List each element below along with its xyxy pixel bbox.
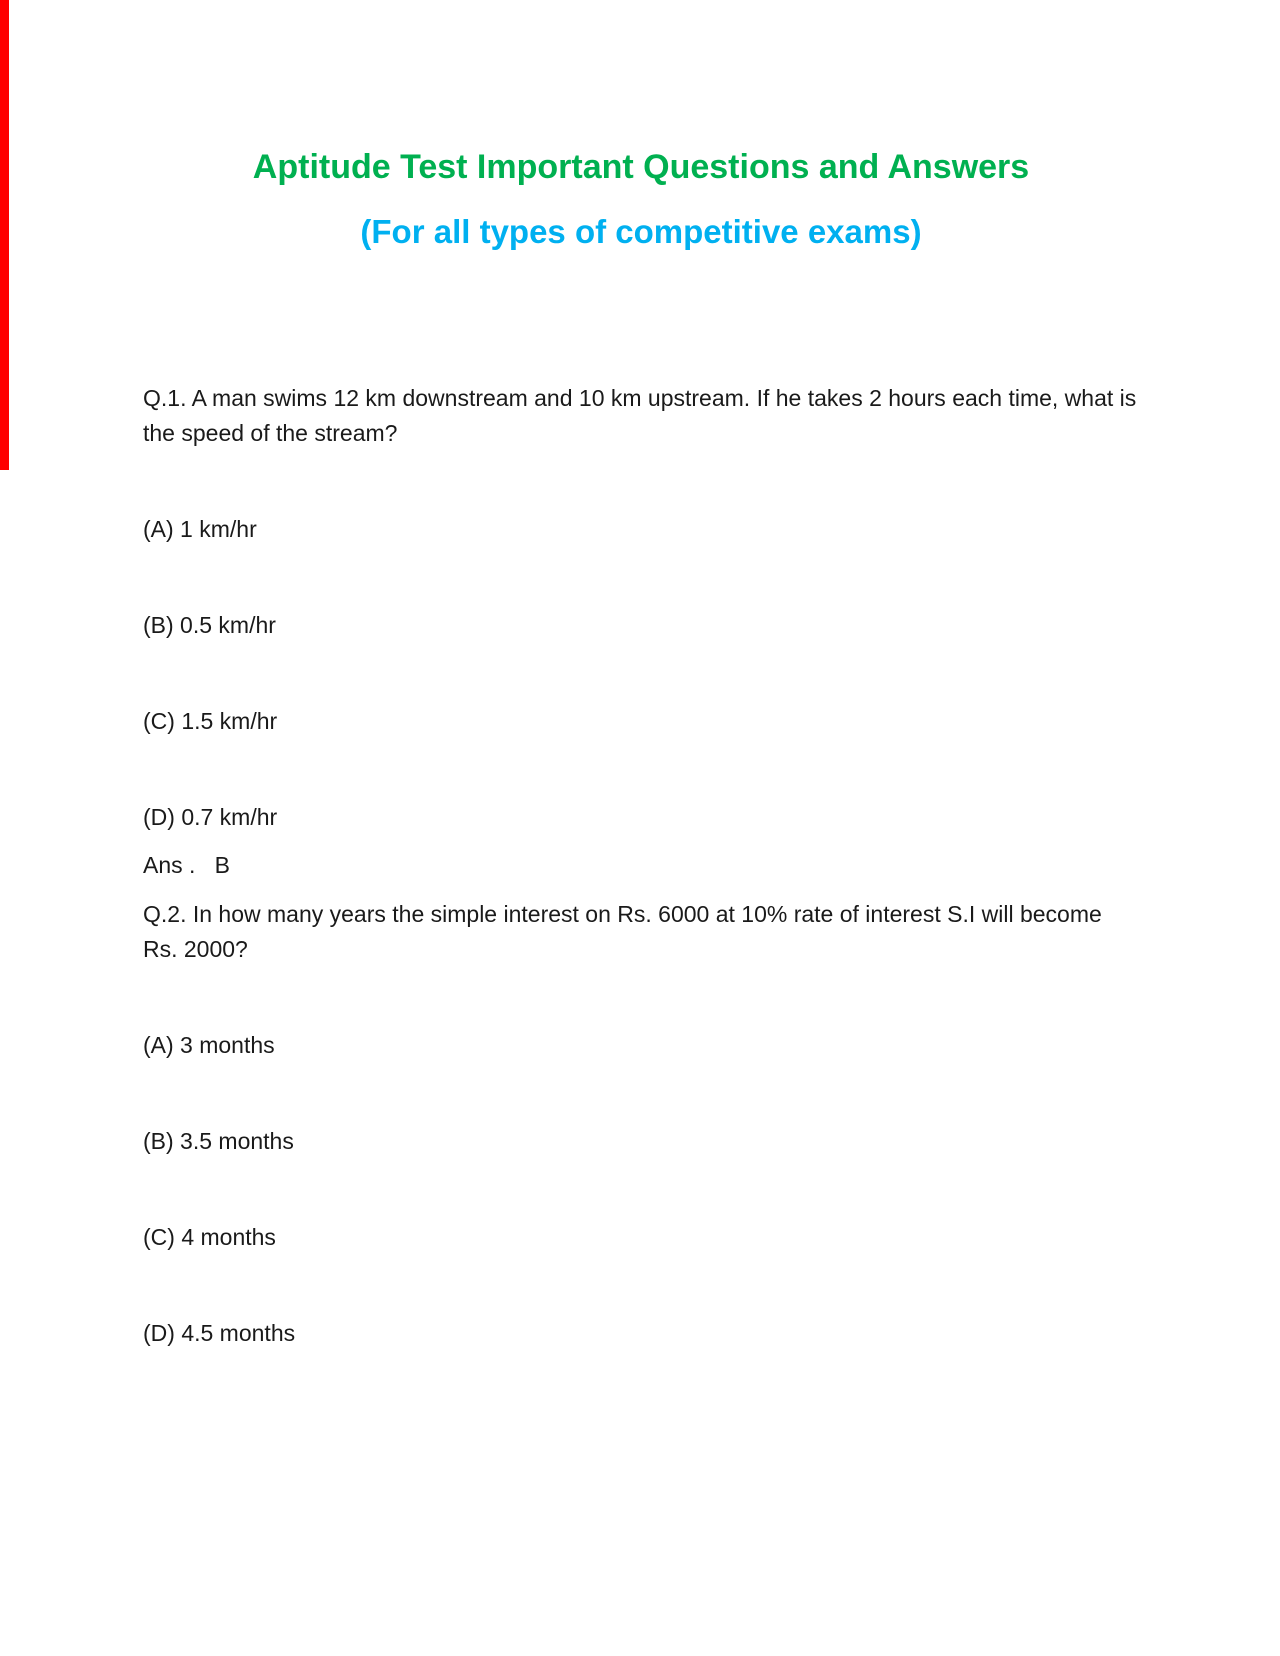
- left-margin-accent-bar: [0, 0, 9, 470]
- question-1-text: Q.1. A man swims 12 km downstream and 10 km upstream. If he takes 2 hours each time, what is the speed of the stream?: [143, 385, 1137, 446]
- document-title: Aptitude Test Important Questions and Answers: [252, 148, 1030, 186]
- question-2-block: [143, 897, 1139, 1351]
- document-subtitle: (For all types of competitive exams): [360, 213, 922, 250]
- question-2-text: Q.2. In how many years the simple interest on Rs. 6000 at 10% rate of interest S.I will become Rs. 2000?: [143, 901, 1102, 962]
- question-2-option-c: (C) 4 months: [143, 1224, 276, 1250]
- question-1-answer: Ans . B: [143, 852, 230, 878]
- question-1-block: [143, 381, 1139, 883]
- document-content: [143, 0, 1139, 1351]
- question-2-option-a: (A) 3 months: [143, 1032, 275, 1058]
- question-1-option-c: (C) 1.5 km/hr: [143, 708, 278, 734]
- question-1-option-d: (D) 0.7 km/hr: [143, 804, 278, 830]
- question-2-option-b: (B) 3.5 months: [143, 1128, 294, 1154]
- question-2-option-d: (D) 4.5 months: [143, 1320, 296, 1346]
- question-1-option-a: (A) 1 km/hr: [143, 516, 257, 542]
- question-1-option-b: (B) 0.5 km/hr: [143, 612, 276, 638]
